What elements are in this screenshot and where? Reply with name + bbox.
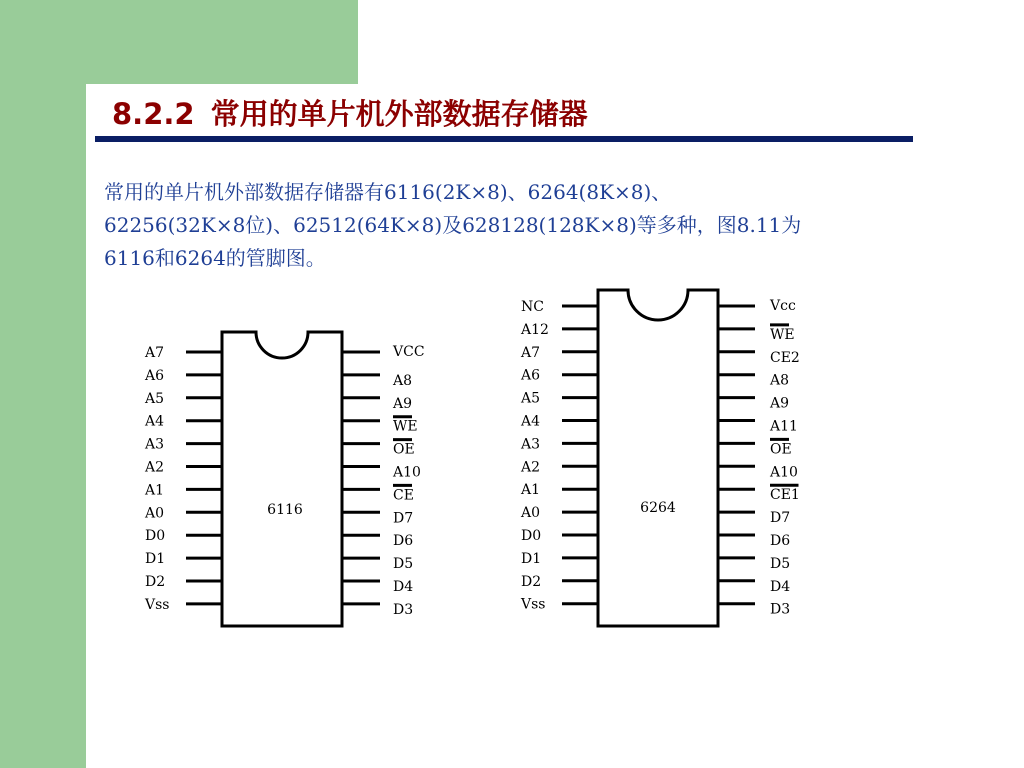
pin-label-d7: D7 [393,510,414,527]
pin-label-a7: A7 [145,345,165,361]
pin-label-oe: OE [393,441,415,458]
paragraph-line-3: 6116和6264的管脚图。 [104,246,326,270]
chip-6264-body [598,290,718,626]
pin-label-ce2: CE2 [770,349,800,366]
pin-label-a1: A1 [521,482,541,499]
pin-label-we: WE [770,326,795,343]
pin-label-d0: D0 [145,528,166,545]
pin-label-a10: A10 [770,464,798,481]
pin-label-a2: A2 [145,459,165,476]
chip-6264-name: 6264 [640,500,676,516]
pin-label-d3: D3 [770,601,791,618]
pin-label-a7: A7 [521,344,541,361]
pin-label-ce1: CE1 [770,487,800,504]
pin-label-a8: A8 [393,372,413,389]
pin-label-d3: D3 [393,601,414,618]
pin-label-d6: D6 [770,533,791,549]
pin-label-a5: A5 [145,390,165,407]
pin-label-a8: A8 [770,372,790,389]
paragraph-line-1: 常用的单片机外部数据存储器有6116(2K×8)、6264(8K×8)、 [104,180,672,204]
title-text: 常用的单片机外部数据存储器 [210,97,588,131]
pin-label-d6: D6 [393,533,414,550]
pin-label-d4: D4 [770,578,791,595]
pin-label-d1: D1 [521,550,542,567]
pin-label-d5: D5 [770,555,791,572]
pin-label-a5: A5 [521,390,541,407]
pin-label-a0: A0 [521,505,541,522]
pin-label-d2: D2 [521,573,542,590]
pin-label-ce: CE [393,487,414,504]
pin-label-a10: A10 [393,464,421,481]
pin-label-vss: Vss [145,596,170,613]
pin-label-a0: A0 [145,505,165,522]
pin-label-a9: A9 [393,395,413,412]
pin-label-a9: A9 [770,395,790,412]
pin-label-a11: A11 [770,418,798,435]
pin-label-a2: A2 [521,459,541,476]
pin-label-a4: A4 [145,413,165,430]
pin-label-a4: A4 [521,413,541,430]
pin-label-nc: NC [521,299,544,315]
pin-label-d1: D1 [145,551,166,568]
pin-label-oe: OE [770,441,792,458]
pin-label-vcc: VCC [393,344,425,360]
pin-label-a1: A1 [145,482,165,499]
pin-label-a3: A3 [521,436,541,453]
pin-label-d4: D4 [393,579,414,595]
paragraph-line-2: 62256(32K×8位)、62512(64K×8)及628128(128K×8)等多种，图8.11为 [104,213,802,237]
pin-label-vcc: Vcc [770,298,796,314]
chip-6116-body [222,332,342,626]
section-number: 8.2.2 [112,97,195,131]
pin-label-vss: Vss [521,596,546,613]
pin-label-a6: A6 [521,367,541,384]
pin-label-d5: D5 [393,556,414,573]
pin-label-a12: A12 [521,321,549,338]
pin-label-d2: D2 [145,574,166,590]
pin-label-d0: D0 [521,528,542,544]
chip-6116-name: 6116 [267,502,303,518]
pin-label-we: WE [393,418,418,435]
pin-label-a3: A3 [145,436,165,453]
pin-label-a6: A6 [145,367,165,384]
pin-label-d7: D7 [770,510,791,527]
